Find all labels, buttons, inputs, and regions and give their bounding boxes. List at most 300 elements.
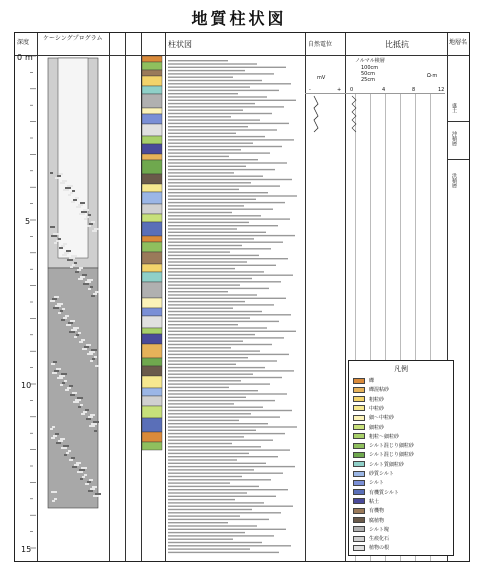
casing-mark xyxy=(88,288,91,290)
description-text-line xyxy=(168,288,269,289)
casing-mark xyxy=(72,190,75,192)
description-text-line xyxy=(168,525,257,526)
casing-mark xyxy=(75,197,79,199)
casing-mark xyxy=(82,274,87,276)
description-text-line xyxy=(168,166,246,167)
legend-swatch xyxy=(353,387,365,393)
casing-mark xyxy=(67,259,73,261)
description-text-line xyxy=(168,265,276,266)
casing-mark xyxy=(82,348,87,350)
legend-label: 生痕化石 xyxy=(369,536,390,543)
resist-tick-4: 4 xyxy=(382,87,386,93)
description-text-line xyxy=(168,192,268,193)
description-text-line xyxy=(168,245,242,246)
casing-mark xyxy=(55,433,59,435)
casing-mark xyxy=(78,332,81,334)
sp-unit: mV xyxy=(317,75,326,81)
casing-mark xyxy=(71,457,75,459)
legend-swatch xyxy=(353,480,365,486)
casing-mark xyxy=(78,278,83,280)
casing-mark xyxy=(59,375,65,377)
description-text-line xyxy=(168,278,252,279)
legend-label: 細粒砂 xyxy=(369,424,385,431)
lithology-layer xyxy=(142,174,162,184)
casing-mark xyxy=(92,358,95,360)
casing-mark xyxy=(59,247,63,249)
description-text-line xyxy=(168,492,247,493)
lithology-layer xyxy=(142,184,162,192)
casing-mark xyxy=(63,317,67,319)
description-text-line xyxy=(168,479,271,480)
casing-mark xyxy=(53,307,59,309)
casing-mark xyxy=(64,454,67,456)
lithology-layer xyxy=(142,108,162,114)
casing-mark xyxy=(70,266,73,268)
lithology-layer xyxy=(142,114,162,124)
casing-mark xyxy=(85,281,91,283)
lithology-layer xyxy=(142,334,162,344)
description-text-line xyxy=(168,443,232,444)
casing-mark xyxy=(68,322,73,324)
description-text-line xyxy=(168,509,252,510)
lithology-layer xyxy=(142,406,162,418)
casing-mark xyxy=(65,389,69,391)
lithology-layer xyxy=(142,418,162,432)
description-text-line xyxy=(168,199,256,200)
description-text-line xyxy=(168,354,289,355)
description-lines xyxy=(168,60,297,553)
description-text-line xyxy=(168,106,284,107)
casing-mark xyxy=(90,286,93,288)
casing-mark xyxy=(84,474,87,476)
casing-mark xyxy=(62,254,67,256)
description-text-line xyxy=(168,364,236,365)
description-text-line xyxy=(168,298,286,299)
description-text-line xyxy=(168,459,237,460)
casing-mark xyxy=(91,295,95,297)
description-text-line xyxy=(168,202,285,203)
description-text-line xyxy=(168,357,248,358)
description-text-line xyxy=(168,60,228,61)
casing-mark xyxy=(73,199,77,201)
casing-mark xyxy=(63,189,69,191)
casing-mark xyxy=(69,257,75,259)
casing-mark xyxy=(50,172,53,174)
legend-swatch xyxy=(353,545,365,551)
casing-inner xyxy=(58,58,88,258)
column-header: 柱状図 xyxy=(168,40,192,49)
casing-mark xyxy=(88,490,93,492)
description-text-line xyxy=(168,486,259,487)
casing-mark xyxy=(74,464,79,466)
depth-tick-group xyxy=(30,56,36,548)
description-text-line xyxy=(168,347,231,348)
description-text-line xyxy=(168,222,249,223)
description-text-line xyxy=(168,331,296,332)
casing-mark xyxy=(60,384,63,386)
casing-mark xyxy=(52,500,55,502)
description-text-line xyxy=(168,77,233,78)
description-text-line xyxy=(168,251,230,252)
casing-mark xyxy=(81,339,85,341)
description-text-line xyxy=(168,539,233,540)
casing-mark xyxy=(87,225,91,227)
casing-mark xyxy=(85,483,89,485)
casing-mark xyxy=(51,437,55,439)
casing-mark xyxy=(64,380,67,382)
description-text-line xyxy=(168,215,261,216)
description-text-line xyxy=(168,433,285,434)
sp-curve xyxy=(314,96,318,132)
casing-mark xyxy=(67,185,73,187)
lithology-layer xyxy=(142,308,162,316)
casing-mark xyxy=(84,218,87,220)
description-text-line xyxy=(168,522,228,523)
legend-item xyxy=(353,544,453,552)
description-text-line xyxy=(168,377,282,378)
description-text-line xyxy=(168,271,264,272)
description-text-line xyxy=(168,314,291,315)
lithology-layer xyxy=(142,358,162,366)
resistivity-header: 比抵抗 xyxy=(385,40,409,49)
description-text-line xyxy=(168,235,295,236)
description-text-line xyxy=(168,261,247,262)
casing-mark xyxy=(78,204,83,206)
casing-mark xyxy=(81,413,85,415)
description-text-line xyxy=(168,119,260,120)
legend-item xyxy=(353,498,453,506)
description-text-line xyxy=(168,446,261,447)
lithology-layer xyxy=(142,222,162,236)
legend-item xyxy=(353,386,453,394)
description-text-line xyxy=(168,205,244,206)
lithology-layer xyxy=(142,442,162,450)
casing-mark xyxy=(93,495,99,497)
casing-mark xyxy=(56,368,61,370)
casing-mark xyxy=(54,296,59,298)
casing-mark xyxy=(70,192,73,194)
legend-label: シルト xyxy=(369,480,384,487)
legend-title: 凡例 xyxy=(394,365,408,373)
casing-mark xyxy=(79,267,83,269)
casing-mark xyxy=(59,173,63,175)
casing-mark xyxy=(90,414,95,416)
description-text-line xyxy=(168,218,290,219)
depth-0: 0 xyxy=(17,53,23,62)
description-text-line xyxy=(168,416,280,417)
description-text-line xyxy=(168,440,273,441)
legend-label: 有機物 xyxy=(369,508,385,515)
casing-mark xyxy=(94,356,97,358)
lithology-layer xyxy=(142,62,162,70)
lithology-layer xyxy=(142,124,162,136)
description-text-line xyxy=(168,390,258,391)
lithology-layer xyxy=(142,56,162,62)
casing-mark xyxy=(88,416,93,418)
lithology-layer xyxy=(142,94,162,108)
casing-mark xyxy=(80,404,83,406)
description-text-line xyxy=(168,83,291,84)
formation-fill: 盛土 xyxy=(451,103,457,113)
description-text-line xyxy=(168,311,262,312)
legend-swatch xyxy=(353,396,365,402)
casing-mark xyxy=(91,349,97,351)
casing-mark xyxy=(82,476,85,478)
resist-tick-12: 12 xyxy=(438,87,445,93)
description-text-line xyxy=(168,449,290,450)
description-text-line xyxy=(168,238,254,239)
casing-mark xyxy=(71,255,77,257)
description-text-line xyxy=(168,380,241,381)
casing-mark xyxy=(95,365,99,367)
description-text-line xyxy=(168,242,283,243)
lithology-layer xyxy=(142,388,162,396)
casing-mark xyxy=(61,447,67,449)
description-text-line xyxy=(168,195,297,196)
description-text-line xyxy=(168,466,295,467)
description-text-line xyxy=(168,268,235,269)
description-text-line xyxy=(168,281,281,282)
legend-label: シルト混じり細粒砂 xyxy=(369,452,414,459)
description-text-line xyxy=(168,407,263,408)
legend-label: 中粒砂 xyxy=(369,405,385,412)
legend-item xyxy=(353,405,453,413)
description-text-line xyxy=(168,110,243,111)
description-text-line xyxy=(168,113,272,114)
casing-mark xyxy=(58,440,63,442)
description-text-line xyxy=(168,529,286,530)
casing-mark xyxy=(51,235,57,237)
description-text-line xyxy=(168,393,287,394)
lithology-layer xyxy=(142,76,162,86)
legend-item xyxy=(353,470,453,478)
description-text-line xyxy=(168,162,287,163)
description-text-line xyxy=(168,423,268,424)
description-text-line xyxy=(168,360,277,361)
casing-mark xyxy=(72,466,77,468)
description-text-line xyxy=(168,301,245,302)
casing-mark xyxy=(92,230,97,232)
casing-header: ケーシングプログラム xyxy=(43,35,103,42)
legend-label: シルト混じり細粒砂 xyxy=(369,443,414,450)
description-text-line xyxy=(168,502,264,503)
description-text-line xyxy=(168,284,240,285)
casing-mark xyxy=(51,363,55,365)
description-text-line xyxy=(168,473,283,474)
casing-mark xyxy=(89,223,93,225)
legend-label: 礫 xyxy=(369,378,375,384)
page-title: 地質柱状図 xyxy=(191,9,287,28)
description-text-line xyxy=(168,387,229,388)
casing-mark xyxy=(69,331,75,333)
description-text-line xyxy=(168,552,279,553)
casing-mark xyxy=(73,401,79,403)
casing-mark xyxy=(72,264,75,266)
resist-unit: Ω·m xyxy=(427,73,438,79)
lithology-layer xyxy=(142,144,162,154)
legend-swatch xyxy=(353,536,365,542)
sp-header: 自然電位 xyxy=(308,41,333,48)
description-text-line xyxy=(168,304,274,305)
description-text-line xyxy=(168,482,230,483)
lithology-layer xyxy=(142,86,162,94)
legend-swatch xyxy=(353,471,365,477)
description-text-line xyxy=(168,463,266,464)
casing-mark xyxy=(71,329,77,331)
description-text-line xyxy=(168,182,251,183)
casing-mark xyxy=(90,360,93,362)
description-text-line xyxy=(168,189,239,190)
casing-mark xyxy=(77,269,81,271)
formation-diluvial: 洪積層 xyxy=(451,173,457,188)
description-text-line xyxy=(168,294,257,295)
description-text-line xyxy=(168,146,282,147)
casing-mark xyxy=(81,211,87,213)
casing-mark xyxy=(54,242,57,244)
legend-label: 粗粒〜細粒砂 xyxy=(369,433,400,440)
description-text-line xyxy=(168,350,260,351)
casing-mark xyxy=(77,471,83,473)
casing-mark xyxy=(83,411,87,413)
description-text-line xyxy=(168,176,263,177)
description-text-line xyxy=(168,317,250,318)
description-text-line xyxy=(168,103,255,104)
casing-mark xyxy=(57,377,63,379)
legend-label: 植物の根 xyxy=(369,545,390,552)
depth-10: 10 xyxy=(21,381,32,390)
casing-mark xyxy=(66,324,71,326)
casing-mark xyxy=(70,320,75,322)
resist-tick-8: 8 xyxy=(412,87,416,93)
casing-mark xyxy=(87,279,93,281)
casing-mark xyxy=(84,346,89,348)
casing-mark xyxy=(69,459,73,461)
description-text-line xyxy=(168,374,253,375)
description-text-line xyxy=(168,149,241,150)
description-text-line xyxy=(168,308,233,309)
casing-mark xyxy=(54,498,57,500)
legend-swatch xyxy=(353,424,365,430)
description-text-line xyxy=(168,370,294,371)
casing-mark xyxy=(60,182,65,184)
lithology-layer xyxy=(142,242,162,252)
casing-mark xyxy=(64,252,69,254)
description-text-line xyxy=(168,535,274,536)
lithology-layer xyxy=(142,252,162,264)
description-text-line xyxy=(168,496,276,497)
description-text-line xyxy=(168,63,257,64)
description-text-line xyxy=(168,67,286,68)
description-text-line xyxy=(168,209,273,210)
lithology-layer xyxy=(142,282,162,298)
description-text-line xyxy=(168,400,275,401)
casing-mark xyxy=(53,361,57,363)
casing-mark xyxy=(62,180,67,182)
description-text-line xyxy=(168,248,271,249)
description-text-line xyxy=(168,506,293,507)
casing-mark xyxy=(60,438,65,440)
description-text-line xyxy=(168,327,267,328)
lithology-layer xyxy=(142,344,162,358)
casing-mark xyxy=(72,392,77,394)
description-text-line xyxy=(168,430,256,431)
legend-item xyxy=(353,507,453,515)
legend-item xyxy=(353,461,453,469)
description-text-line xyxy=(168,456,278,457)
depth-15: 15 xyxy=(21,545,32,554)
casing-mark xyxy=(56,442,61,444)
legend-swatch xyxy=(353,489,365,495)
casing-mark xyxy=(50,428,53,430)
formation-header: 地層名 xyxy=(449,39,468,46)
casing-mark xyxy=(89,351,95,353)
description-text-line xyxy=(168,258,288,259)
description-text-line xyxy=(168,291,228,292)
description-text-line xyxy=(168,116,231,117)
resistivity-curve xyxy=(352,96,356,132)
casing-mark xyxy=(90,488,95,490)
description-text-line xyxy=(168,185,280,186)
description-text-line xyxy=(168,275,293,276)
casing-mark xyxy=(92,486,97,488)
description-text-line xyxy=(168,159,258,160)
casing-mark xyxy=(89,425,95,427)
casing-mark xyxy=(55,305,61,307)
casing-mark xyxy=(54,370,59,372)
lithology-layer xyxy=(142,154,162,160)
description-text-line xyxy=(168,86,250,87)
casing-mark xyxy=(79,213,85,215)
resist-label-100: 100cm xyxy=(361,65,379,71)
description-text-line xyxy=(168,436,244,437)
casing-lower xyxy=(48,268,98,508)
legend-swatch xyxy=(353,405,365,411)
legend-item xyxy=(353,535,453,543)
legend-label: シルト質細粒砂 xyxy=(369,461,404,468)
casing-mark xyxy=(75,399,81,401)
description-text-line xyxy=(168,515,240,516)
description-text-line xyxy=(168,413,251,414)
description-text-line xyxy=(168,96,267,97)
legend-label: シルト塊 xyxy=(369,526,389,533)
casing-mark xyxy=(50,300,55,302)
casing-mark xyxy=(93,293,97,295)
casing-mark xyxy=(85,409,89,411)
description-text-line xyxy=(168,129,277,130)
casing-mark xyxy=(81,467,87,469)
casing-mark xyxy=(76,334,79,336)
casing-mark xyxy=(73,327,79,329)
legend-item xyxy=(353,451,453,459)
casing-mark xyxy=(69,385,73,387)
casing-mark xyxy=(67,387,71,389)
casing-mark xyxy=(62,382,65,384)
description-text-line xyxy=(168,403,234,404)
casing-mark xyxy=(80,276,85,278)
casing-mark xyxy=(58,312,61,314)
lithology-layer xyxy=(142,136,162,144)
legend-swatch xyxy=(353,498,365,504)
casing-mark xyxy=(52,426,55,428)
casing-mark xyxy=(52,372,57,374)
resist-scale-label: ノルマル検層 xyxy=(355,58,385,64)
legend-swatch xyxy=(353,508,365,514)
description-text-line xyxy=(168,341,243,342)
casing-mark xyxy=(58,238,61,240)
casing-mark xyxy=(66,452,69,454)
casing-mark xyxy=(62,308,65,310)
resist-label-50: 50cm xyxy=(361,71,375,77)
